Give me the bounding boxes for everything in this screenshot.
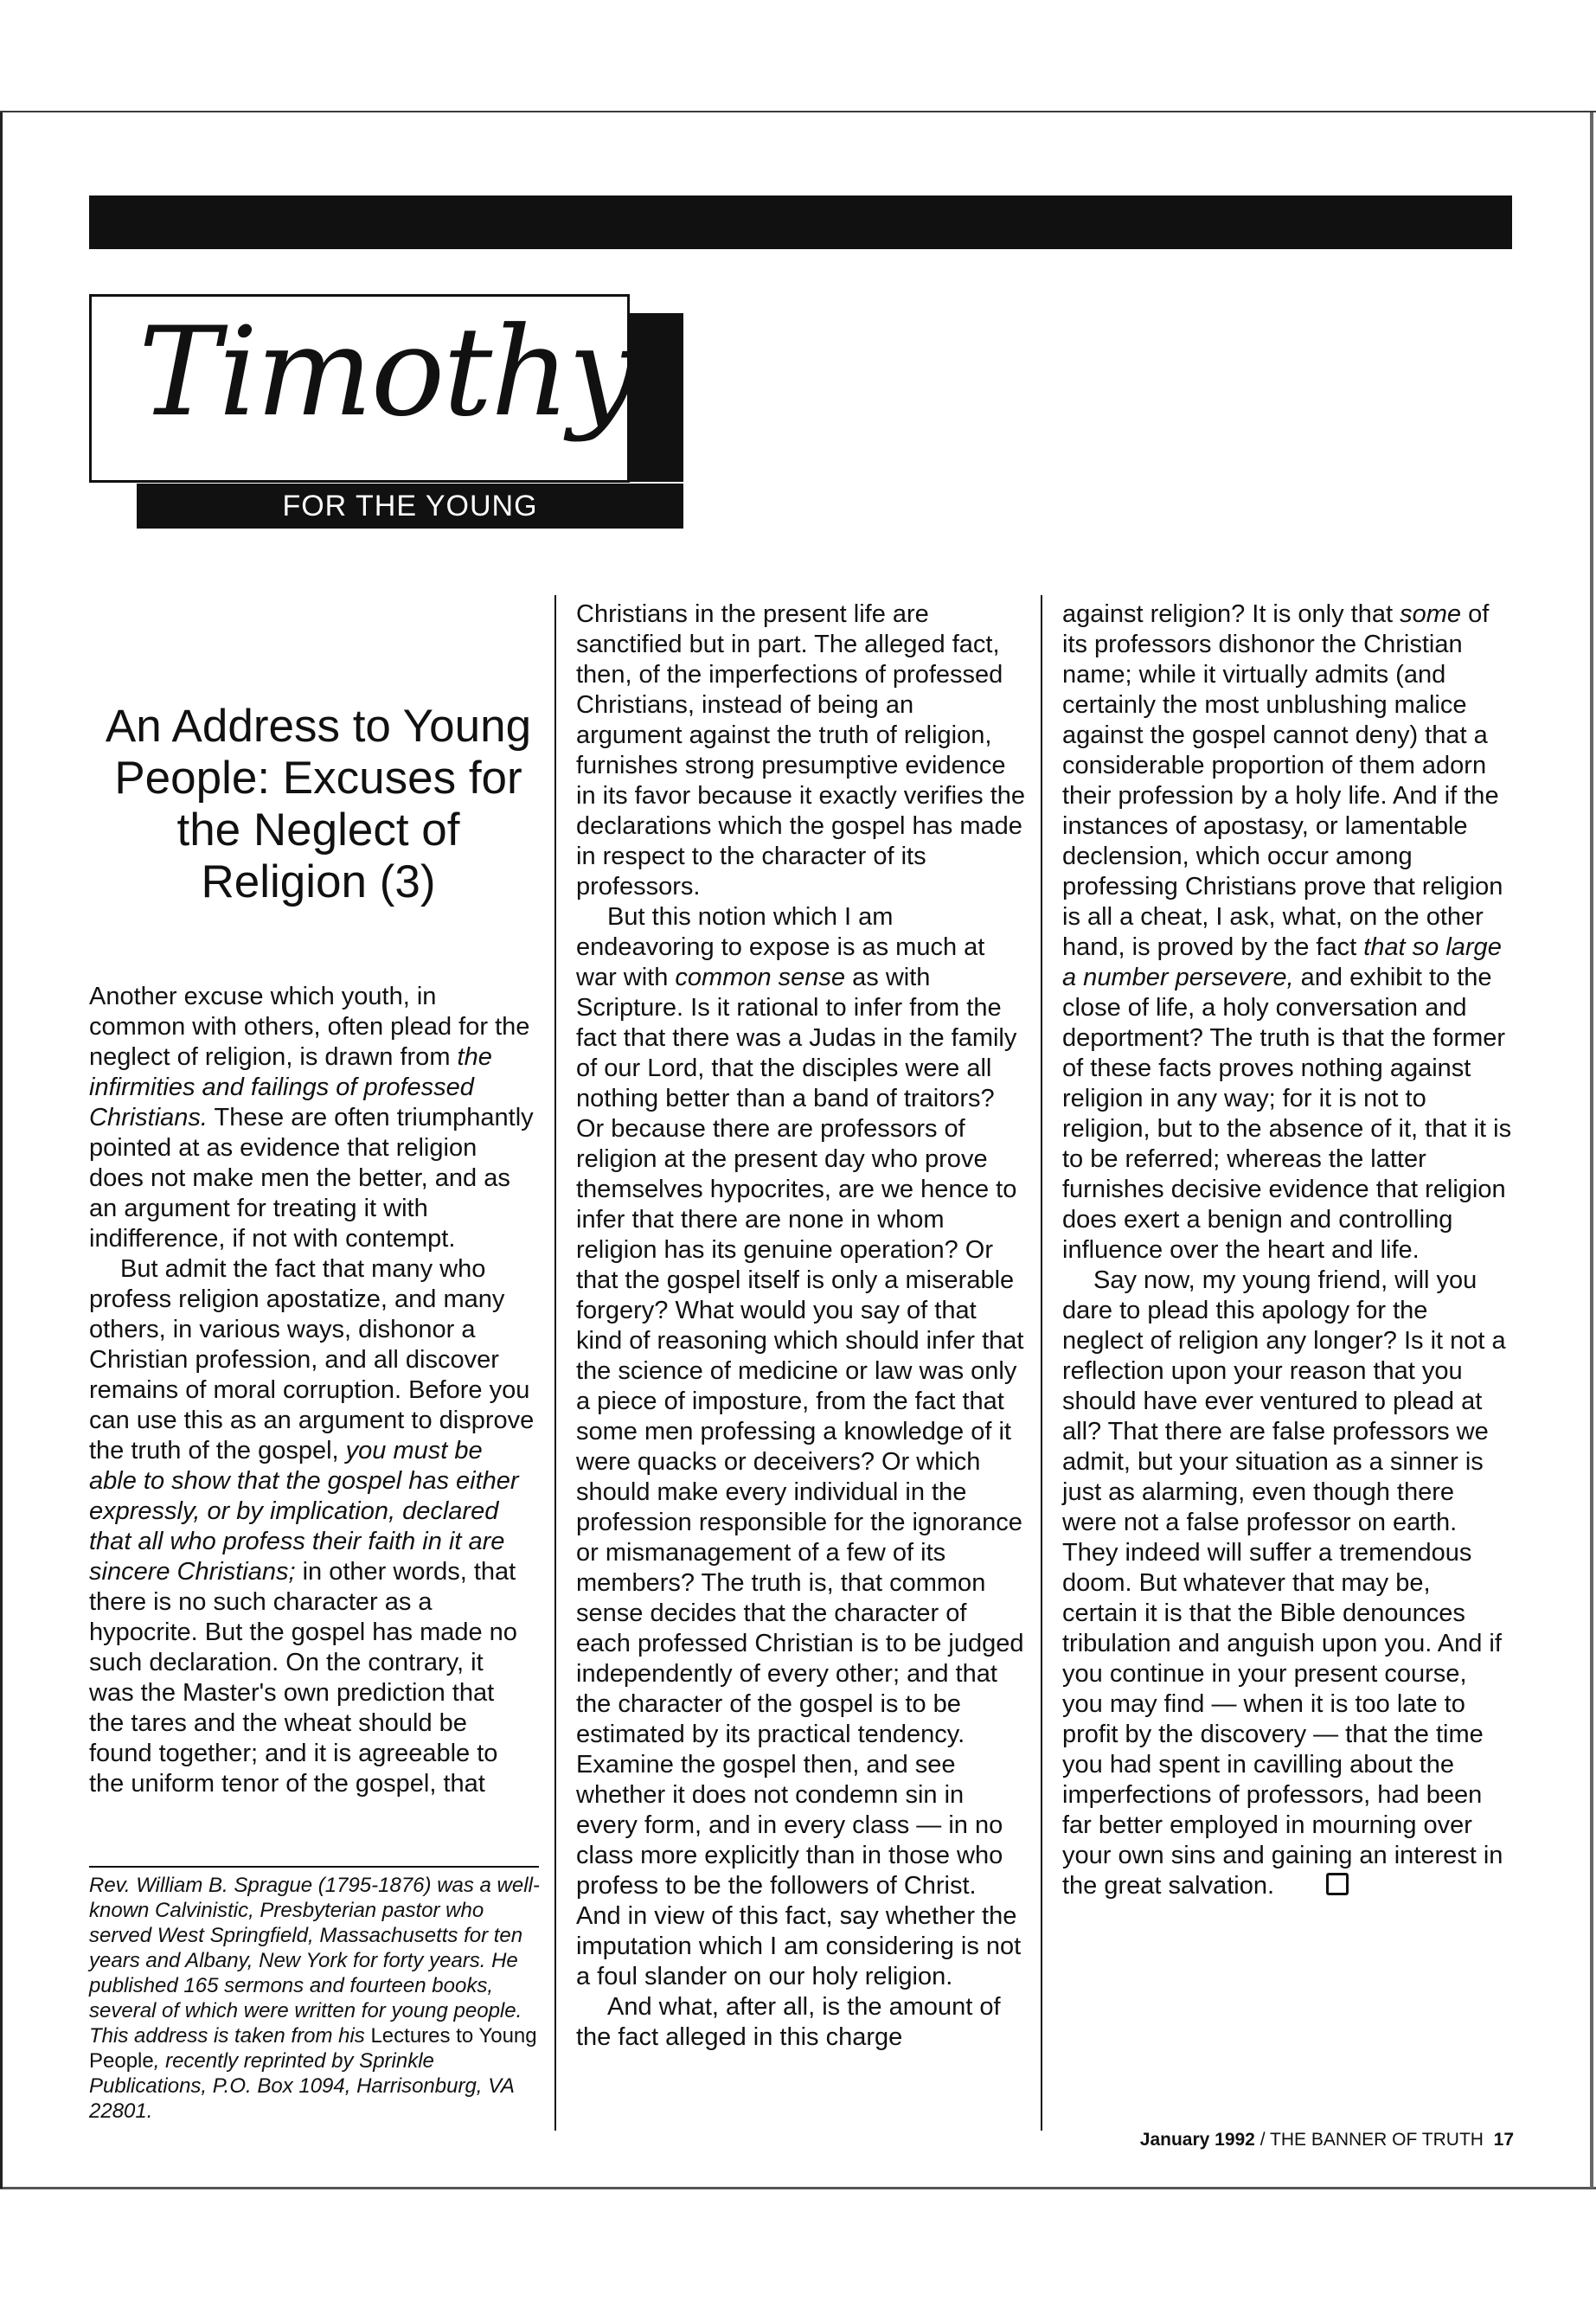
body-column-3: against religion? It is only that some of its professors dishonor the Christian name; while it virtually admits (and certainly the most unblushing malice against the gospel cannot deny) that a considerable proportion of them adorn their profession by a holy life. And if the instances of apostasy, or lamentable declension, which occur among professing Christians prove that religion is all a cheat, I ask, what, on the other hand, is proved by the fact that so large a number persevere, and exhibit to the close of life, a holy conversation and deportment? The truth is that the former of these facts proves nothing against religion in any way; for it is not to religion, but to the absence of it, that it is to be referred; whereas the latter furnishes decisive evidence that religion does exert a benign and controlling influence over the heart and life. Say now, my young friend, will you dare to plead this apology for the neglect of religion any longer? Is it not a reflection upon your reason that you should have ever ventured to plead at all? That there are false professors we admit, but your situation as a sinner is just as alarming, even though there were not a false professor on earth. They indeed will suffer a tremendous doom. But whatever that may be, certain it is that the Bible denounces tribulation and anguish upon you. And if you continue in your present course, you may find — when it is too late to profit by the discovery — that the time you had spent in cavilling about the imperfections of professors, had been far better employed in mourning over your own sins and gaining an interest in the great salvation. (1062, 600, 1512, 1900)
page-footer (1125, 2130, 1514, 2150)
section-subtitle: FOR THE YOUNG (137, 484, 683, 529)
header-black-bar (89, 195, 1512, 249)
bio-text-2: , recently reprinted by Sprinkle Publications, P.O. Box 1094, Harrisonburg, VA 22801. (89, 2049, 514, 2123)
scan-edge-top (0, 111, 1596, 112)
column-rule-2 (1041, 595, 1042, 2131)
author-bio (89, 1873, 543, 2124)
column-rule-1 (554, 595, 556, 2131)
footer-publication: THE BANNER OF TRUTH (1270, 2130, 1484, 2150)
article-title: An Address to Young People: Excuses for the Neglect of Religion (3) (105, 701, 532, 907)
scan-edge-left (0, 112, 3, 2189)
scan-edge-right (1590, 112, 1593, 2189)
footer-date: January 1992 (1139, 2130, 1255, 2150)
footer-separator: / (1254, 2130, 1270, 2150)
body-column-2: Christians in the present life are sanctified but in part. The alleged fact, then, of the imperfections of professed Christians, instead of being an argument against the truth of religion, furnishes strong presumptive evidence in its favor because it exactly verifies the declarations which the gospel has made in respect to the character of its professors. But this notion which I am endeavoring to expose is as much at war with common sense as with Scripture. Is it rational to infer from the fact that there was a Judas in the family of our Lord, that the disciples were all nothing better than a band of traitors? Or because there are professors of religion at the present day who prove themselves hypocrites, are we hence to infer that there are none in whom religion has its genuine operation? Or that the gospel itself is only a miserable forgery? What would you say of that kind of reasoning which should infer that the science of medicine or law was only a piece of imposture, from the fact that some men professing a knowledge of it were quacks or deceivers? Or which should make every individual in the profession responsible for the ignorance or mismanagement of a few of its members? The truth is, that common sense decides that the character of each professed Christian is to be judged independently of every other; and that the character of the gospel is to be estimated by its practical tendency. Examine the gospel then, and see whether it does not condemn sin in every form, and in every class — in no class more explicitly than in those who profess to be the followers of Christ. And in view of this fact, say whether the imputation which I am considering is not a foul slander on our holy religion. And what, after all, is the amount of the fact alleged in this charge (576, 600, 1026, 2051)
end-of-article-mark (1326, 1873, 1349, 1895)
bio-text-1: Rev. William B. Sprague (1795-1876) was a well-known Calvinistic, Presbyterian pastor who served West Springfield, Massachusetts for ten years and Albany, New York for forty years. He published 165 sermons and fourteen books, several of which were written for young people. This address is taken from his (89, 1874, 540, 2048)
scan-edge-bottom (0, 2187, 1596, 2189)
body-column-1: Another excuse which youth, in common with others, often plead for the neglect of religion, is drawn from the infirmities and failings of professed Christians. These are often triumphantly pointed at as evidence that religion does not make men the better, and as an argument for treating it with indifference, if not with contempt. But admit the fact that many who profess religion apostatize, and many others, in various ways, dishonor a Christian profession, and all discover remains of moral corruption. Before you can use this as an argument to disprove the truth of the gospel, you must be able to show that the gospel has either expressly, or by implication, declared that all who profess their faith in it are sincere Christians; in other words, that there is no such character as a hypocrite. But the gospel has made no such declaration. On the contrary, it was the Master's own prediction that the tares and the wheat should be found together; and it is agreeable to the uniform tenor of the gospel, that (89, 983, 535, 1798)
section-title: Timothy (138, 301, 637, 444)
footer-page-number: 17 (1493, 2130, 1514, 2150)
bio-divider (89, 1866, 539, 1868)
bio-book-title: Lectures to Young People (89, 2024, 537, 2073)
